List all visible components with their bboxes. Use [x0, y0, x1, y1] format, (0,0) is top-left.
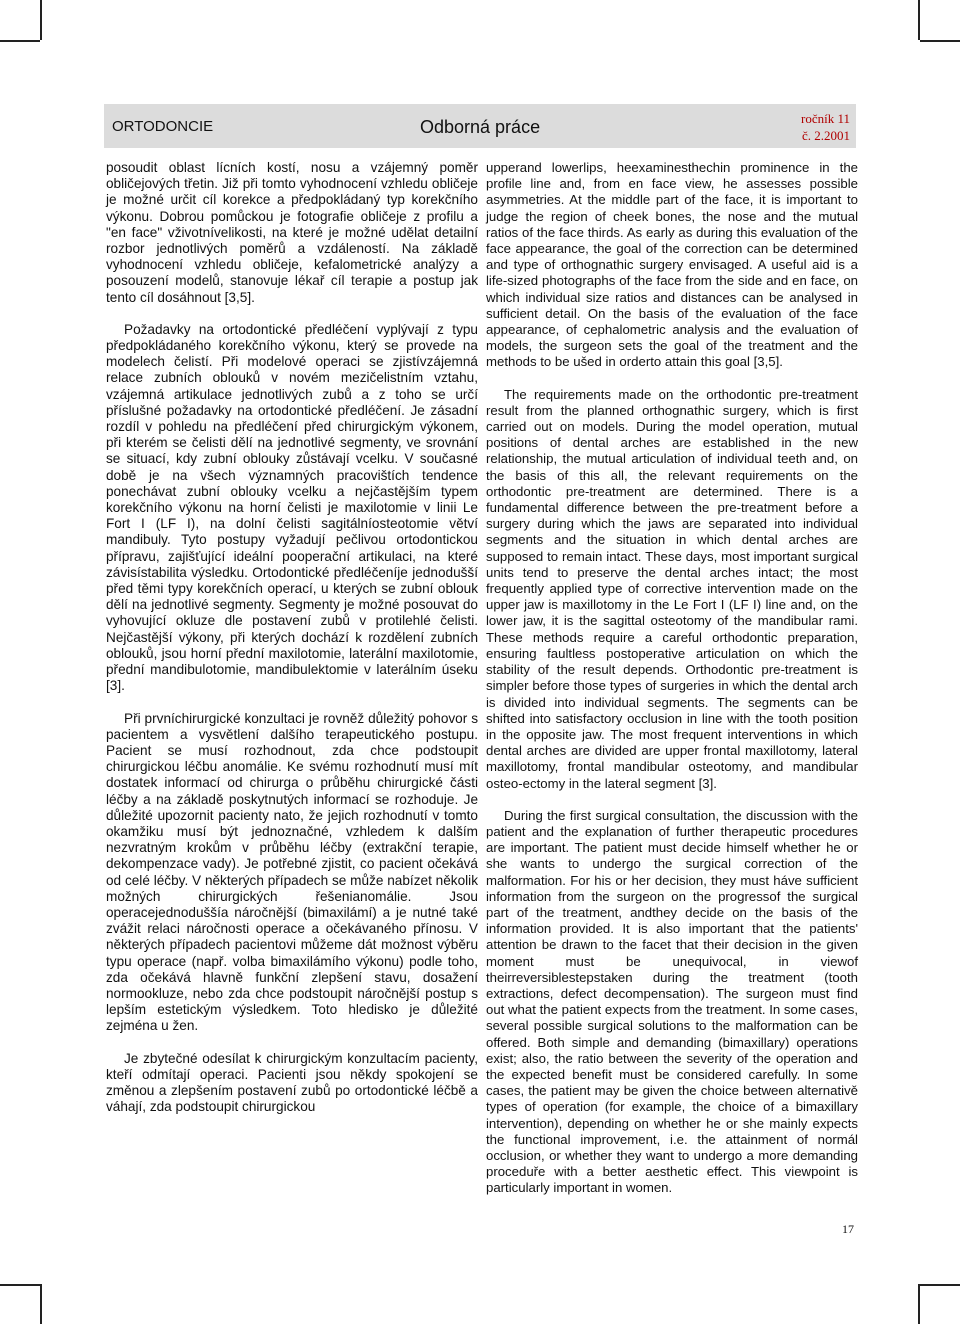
crop-mark	[0, 40, 40, 42]
czech-text-column	[106, 160, 478, 1131]
crop-mark	[918, 1284, 920, 1324]
paragraph: The requirements made on the orthodontic pre-treatment result from the planned orthognathic surgery, which is first carried out on models. During the model operation, mutual positions of dental arches are established in the new relationship, the mutual articulation of individual teeth and, on the basis of this all, the relevant requirements on the orthodontic pre-treatment are determined. There is a fundamental difference between the pre-treatment before a surgery during which the jaws are separated into individual segments and the situation in which dental arches are supposed to remain intact. These days, most important surgical units tend to preserve the dental arches intact; the most frequently applied type of corrective intervention made on the upper jaw is maxillotomy in the Le Fort I (LF I) line and, on the lower jaw, it is the sagittal osteotomy of the mandibular rami. These methods require a careful orthodontic preparation, ensuring faultless postoperative articulation on which the stability of the result depends. Orthodontic pre-treatment is simpler before those types of surgeries in which the dental arch is divided into individual segments. The segments can be shifted into satisfactory occlusion in line with the tooth position in the opposite jaw. The most frequent interventions in which dental arches are divided are upper frontal maxillotomy, lateral maxillotomy, frontal mandibular osteotomy, and mandibular osteo-ectomy in the lateral segment [3].	[486, 386, 858, 791]
page-header	[104, 104, 856, 148]
paragraph: upperand lowerlips, heexaminesthechin prominence in the profile line and, from en face view, he assesses possible asymmetries. At the middle part of the face, it is important to judge the region of cheek bones, the nose and the mutual ratios of the face thirds. As early as during this evaluation of the face appearance, the goal of the correction can be determined and type of orthognathic surgery envisaged. A useful aid is a life-sized photographs of the face from the side and en face, on which individual size ratios and distances can be analysed in sufficient detail. On the basis of the evaluation of the face appearance, of cephalometric analysis and the evaluation of models, the surgeon sets the goal of the treatment and the methods to be ušed in orderto attain this goal [3,5].	[486, 160, 858, 370]
crop-mark	[40, 0, 42, 40]
page-number: 17	[842, 1222, 854, 1236]
crop-mark	[0, 1284, 40, 1286]
crop-mark	[918, 0, 920, 40]
crop-mark	[40, 1284, 42, 1324]
paragraph: posoudit oblast lícních kostí, nosu a vzájemný poměr obličejových třetin. Již při tomto vyhodnocení vzhledu obličeje je možné určit cíl korekce a předpokládaný typ korekčního výkonu. Dobrou pomůckou je fotografie obličeje z profilu a "en face" vživotnívelikosti, na které je možné udělat detailní rozbor jednotlivých poměrů a vzdáleností. Na základě vyhodnocení vzhledu obličeje, kefalometrické analýzy a posouzení modelů, stanovuje lékař cíl terapie a postup jak tento cíl dosáhnout [3,5].	[106, 160, 478, 305]
paragraph: Je zbytečné odesílat k chirurgickým konzultacím pacienty, kteří odmítají operaci. Pacienti jsou někdy spokojení se změnou a zlepšením postavení zubů po ortodontické léčbě a váhají, zda podstoupit chirurgickou	[106, 1050, 478, 1115]
english-text-column	[486, 160, 858, 1213]
paragraph: Požadavky na ortodontické předléčení vyplývají z typu předpokládaného korekčního výkonu, který se provede na modelech čelistí. Při modelové operaci se zjistívzájemná relace zubních oblouků v novém mezičelistním vztahu, vzájemná artikulace jednotlivých zubů a z toho se určí příslušné požadavky na ortodontické předléčení. Je zásadní rozdíl v pohledu na předléčení před chirurgickým výkonem, při kterém se čelisti dělí na jednotlivé segmenty, ve srovnání se situací, kdy zubní oblouky zůstávají vcelku. V současné době je na všech významných pracovištích tendence ponechávat zubní oblouky vcelku a nejčastějším typem korekčního výkonu na horní čelisti je maxilotomie v linii Le Fort I (LF I), na dolní čelisti sagitálníosteotomie větví mandibuly. Tyto postupy vyžadují pečlivou ortodontickou přípravu, zajišťující ideální pooperační artikulaci, na které závisístabilita výsledku. Ortodontické předléčeníje jednodušší před těmi typy korekčních operací, u kterých se zubní oblouk dělí na jednotlivé segmenty. Segmenty je možné posouvat do vyhovující okluze dle postavení zubů v protilehlé čelisti. Nejčastější výkony, při kterých dochází k rozdělení zubních oblouků, jsou horní přední maxilotomie, laterální maxilotomie, přední mandibulotomie, mandibulektomie v laterálním úseku [3].	[106, 321, 478, 694]
issue-info	[801, 110, 850, 144]
issue-label: č. 2.2001	[801, 128, 850, 143]
paragraph: Při prvníchirurgické konzultaci je rovněž důležitý pohovor s pacientem a vysvětlení dalšího terapeutického postupu. Pacient se musí rozhodnout, zda chce podstoupit chirurgickou léčbu anomálie. Ke svému rozhodnutí musí mít dostatek informací od chirurga o průběhu chirurgické části léčby a na základě poskytnutých informací se rozhoduje. Je důležité upozornit pacienty nato, že jejich rozhodnutí v tomto okamžiku musí být jednoznačné, vzhledem k dalším nezvratným krokům v průběhu léčby (extrakční terapie, dekompenzace vady). Je potřebné zjistit, co pacient očekává od celé léčby. V některých případech se může nabízet několik možných chirurgických řešenianomálie. Jsou operacejednoduššía náročnější (bimaxilámí) a je nutné také zvážit relaci náročnosti operace a očekávaného přínosu. V některých případech pacientovi můžeme dát možnost výběru typu operace (např. volba bimaxilámího výkonu) podle toho, zda očekává hlavně funkční zlepšení stavu, dosažení normookluze, nebo zda chce podstoupit náročnější postup s lepším estetickým výsledkem. Toto hledisko je důležité zejména u žen.	[106, 710, 478, 1034]
volume-label: ročník 11	[801, 111, 850, 126]
section-label: ORTODONCIE	[112, 118, 214, 135]
crop-mark	[920, 40, 960, 42]
header-title: Odborná práce	[420, 117, 541, 137]
crop-mark	[920, 1284, 960, 1286]
paragraph: During the first surgical consultation, the discussion with the patient and the explanation of further therapeutic procedures are important. The patient must decide himself whether he or she wants to undergo the surgical correction of the malformation. For his or her decision, they must háve sufficient information from the surgeon on the progressof the surgical part of the treatment, andthey decide on the basis of the information provided. It is also important that the patients' attention be drawn to the facet that their decision in the given moment must be unequivocal, in viewof theirreversiblestepstaken during the treatment (tooth extractions, defect decompensation). The surgeon must find out what the patient expects from the treatment. In some cases, several possible surgical solutions to the malformation can be offered. Both simple and demanding (bimaxillary) operations exist; also, the ratio between the severity of the operation and the expected benefit must be considered carefully. In some cases, the patient may be given the choice between alternativě types of operation (for example, the choice of a bimaxillary intervention), depending on whether he or she mainly expects the functional improvement, i.e. the attainment of normál occlusion, or whether they want to undergo a more demanding proceduře with a better aesthetic effect. This viewpoint is particularly important in women.	[486, 807, 858, 1196]
